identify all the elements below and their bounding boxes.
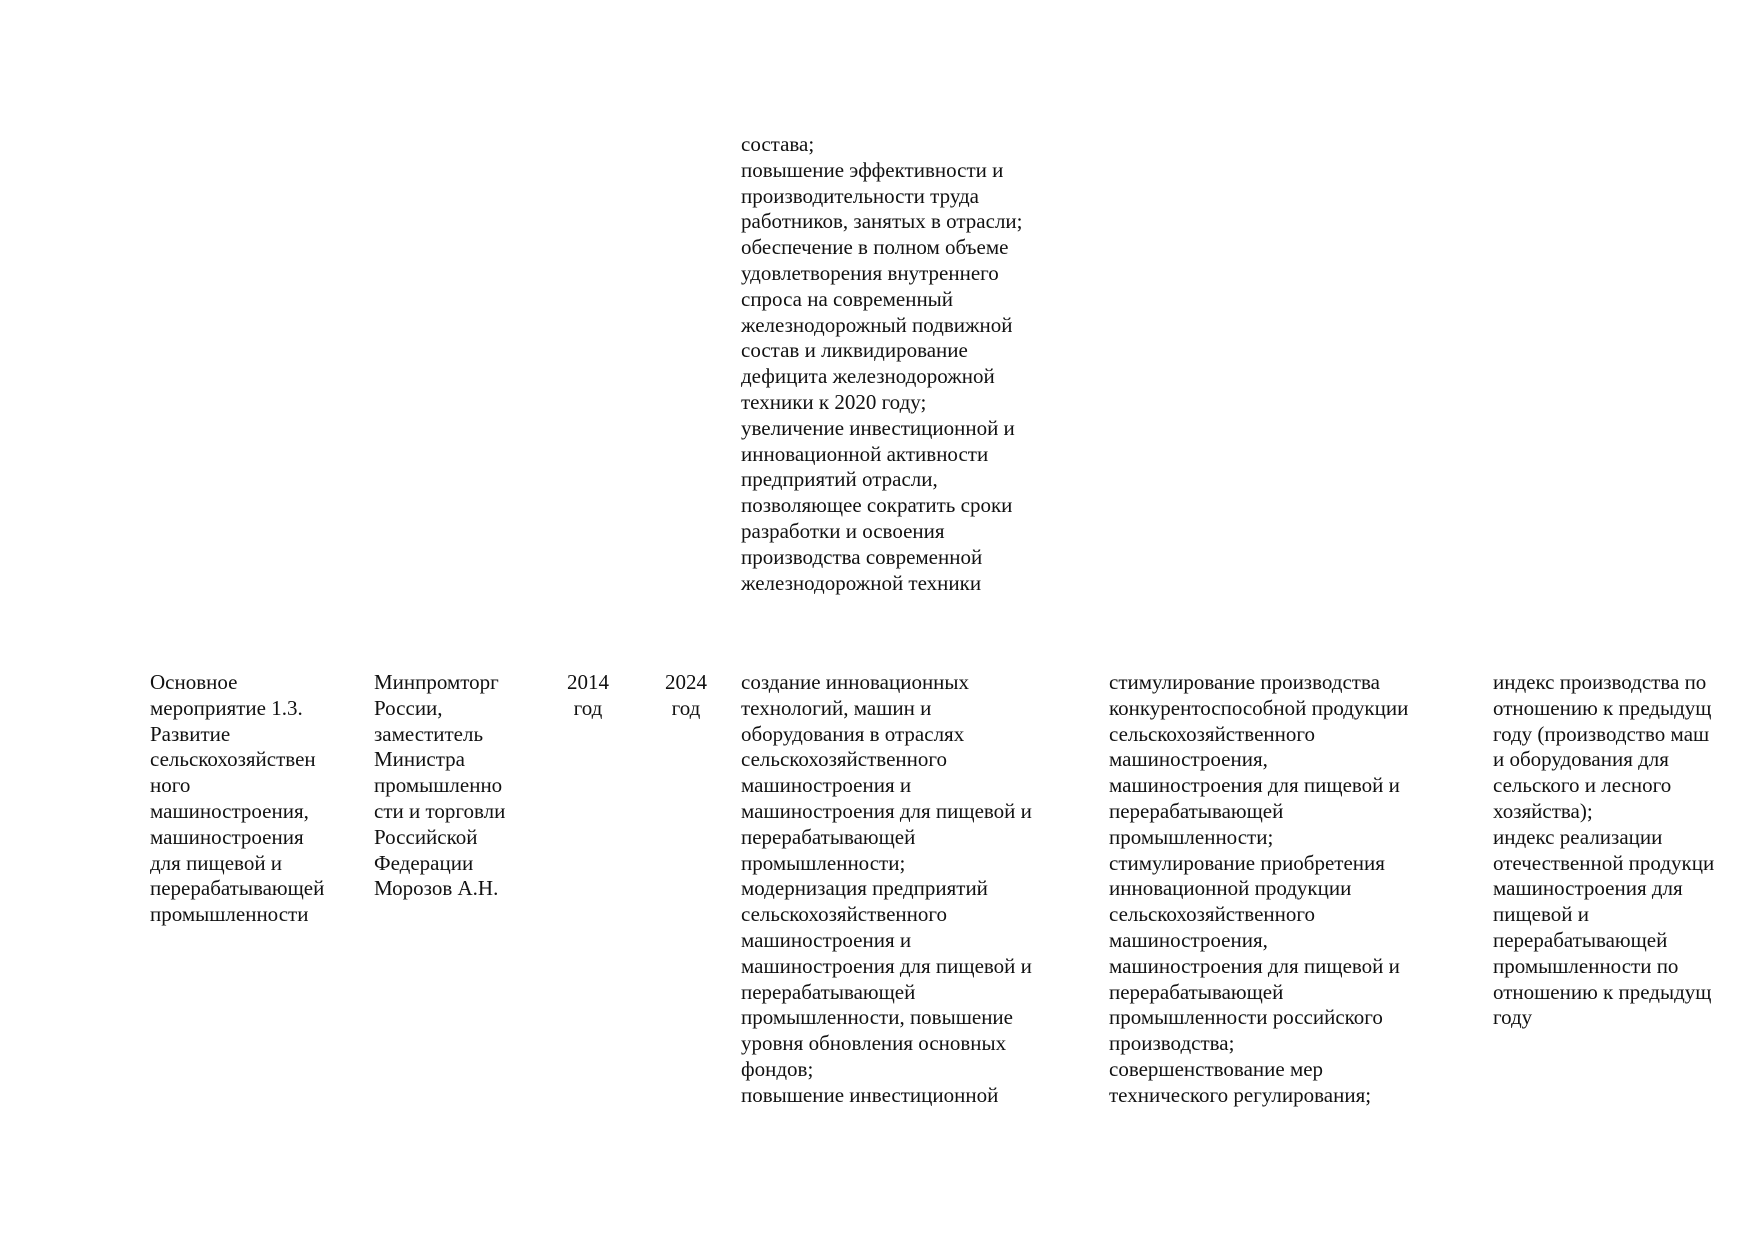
text-line: отечественной продукци	[1493, 850, 1715, 875]
text-line: сельскохозяйственного	[741, 747, 947, 772]
text-line: хозяйства);	[1493, 798, 1593, 823]
text-line: году (производство маш	[1493, 721, 1710, 746]
text-line: сельскохозяйственного	[1109, 721, 1315, 746]
text-line: сельскохозяйствен	[150, 747, 316, 772]
text-line: стимулирование приобретения	[1109, 850, 1385, 875]
text-line: сельского и лесного	[1493, 773, 1672, 798]
expected-results-cell	[741, 670, 1101, 1109]
text-line: создание инновационных	[741, 670, 970, 694]
text-line: производительности труда	[741, 183, 980, 208]
text-line: сельскохозяйственного	[741, 902, 947, 927]
text-line: машиностроения,	[1109, 747, 1268, 772]
text-line: машиностроения для пищевой и	[1109, 953, 1400, 978]
text-line: работников, занятых в отрасли;	[741, 209, 1023, 234]
text-line: индекс производства по	[1493, 670, 1707, 694]
text-line: машиностроения для пищевой и	[741, 798, 1032, 823]
text-line: заместитель	[374, 721, 484, 746]
text-line: оборудования в отраслях	[741, 721, 965, 746]
text-line: Российской	[374, 824, 478, 849]
text-line: перерабатывающей	[1109, 798, 1284, 823]
text-line: промышленности;	[1109, 824, 1274, 849]
text-line: сельскохозяйственного	[1109, 902, 1315, 927]
start-year-cell	[558, 670, 618, 722]
text-line: перерабатывающей	[741, 824, 916, 849]
text-line: машиностроения	[150, 824, 304, 849]
text-line: увеличение инвестиционной и	[741, 415, 1015, 440]
activity-name-cell	[150, 670, 370, 928]
text-line: состава;	[741, 132, 815, 156]
text-line: ного	[150, 773, 191, 798]
text-line: для пищевой и	[150, 850, 283, 875]
text-line: удовлетворения внутреннего	[741, 260, 999, 285]
text-line: стимулирование производства	[1109, 670, 1380, 694]
text-line: промышленности российского	[1109, 1005, 1383, 1030]
responsible-executor-cell	[374, 670, 554, 902]
text-line: состав и ликвидирование	[741, 338, 968, 363]
text-line: году	[1493, 1005, 1533, 1030]
text-line: промышленно	[374, 773, 503, 798]
text-line: техники к 2020 году;	[741, 389, 927, 414]
text-line: промышленности, повышение	[741, 1005, 1013, 1030]
continued-effects-cell	[741, 132, 1091, 596]
text-line: индекс реализации	[1493, 824, 1663, 849]
text-line: предприятий отрасли,	[741, 467, 938, 492]
text-line: промышленности	[150, 902, 309, 927]
text-line: перерабатывающей	[1109, 979, 1284, 1004]
text-line: машиностроения,	[1109, 927, 1268, 952]
text-line: мероприятие 1.3.	[150, 695, 303, 720]
text-line: машиностроения и	[741, 773, 912, 798]
text-line: перерабатывающей	[1493, 927, 1668, 952]
text-line: производства;	[1109, 1031, 1235, 1056]
text-line: машиностроения и	[741, 927, 912, 952]
text-line: повышение инвестиционной	[741, 1082, 999, 1107]
text-line: машиностроения для	[1493, 876, 1683, 901]
text-line: инновационной активности	[741, 441, 989, 466]
text-line: железнодорожной техники	[741, 570, 982, 595]
text-line: разработки и освоения	[741, 518, 945, 543]
text-line: уровня обновления основных	[741, 1031, 1007, 1056]
text-line: Основное	[150, 670, 238, 694]
text-line: и оборудования для	[1493, 747, 1669, 772]
text-line: Морозов А.Н.	[374, 876, 499, 901]
text-line: производства современной	[741, 544, 983, 569]
text-line: промышленности;	[741, 850, 906, 875]
text-line: конкурентоспособной продукции	[1109, 695, 1409, 720]
text-line: год	[671, 695, 701, 720]
text-line: дефицита железнодорожной	[741, 364, 995, 389]
indicators-cell	[1493, 670, 1754, 1031]
text-line: Минпромторг	[374, 670, 499, 694]
text-line: спроса на современный	[741, 286, 954, 311]
text-line: пищевой и	[1493, 902, 1589, 927]
text-line: технического регулирования;	[1109, 1082, 1372, 1107]
text-line: фондов;	[741, 1056, 814, 1081]
text-line: Развитие	[150, 721, 231, 746]
text-line: России,	[374, 695, 443, 720]
text-line: машиностроения для пищевой и	[1109, 773, 1400, 798]
text-line: машиностроения,	[150, 798, 309, 823]
text-line: перерабатывающей	[741, 979, 916, 1004]
text-line: машиностроения для пищевой и	[741, 953, 1032, 978]
text-line: инновационной продукции	[1109, 876, 1352, 901]
text-line: железнодорожный подвижной	[741, 312, 1013, 337]
text-line: перерабатывающей	[150, 876, 325, 901]
text-line: технологий, машин и	[741, 695, 932, 720]
text-line: год	[573, 695, 603, 720]
text-line: совершенствование мер	[1109, 1056, 1324, 1081]
text-line: сти и торговли	[374, 798, 506, 823]
text-line: отношению к предыдущ	[1493, 695, 1712, 720]
text-line: 2014	[567, 670, 609, 694]
text-line: модернизация предприятий	[741, 876, 988, 901]
text-line: Министра	[374, 747, 465, 772]
text-line: позволяющее сократить сроки	[741, 493, 1013, 518]
end-year-cell	[656, 670, 716, 722]
implementation-directions-cell	[1109, 670, 1489, 1109]
text-line: обеспечение в полном объеме	[741, 235, 1009, 260]
text-line: Федерации	[374, 850, 474, 875]
text-line: 2024	[665, 670, 707, 694]
text-line: промышленности по	[1493, 953, 1679, 978]
text-line: отношению к предыдущ	[1493, 979, 1712, 1004]
text-line: повышение эффективности и	[741, 157, 1004, 182]
